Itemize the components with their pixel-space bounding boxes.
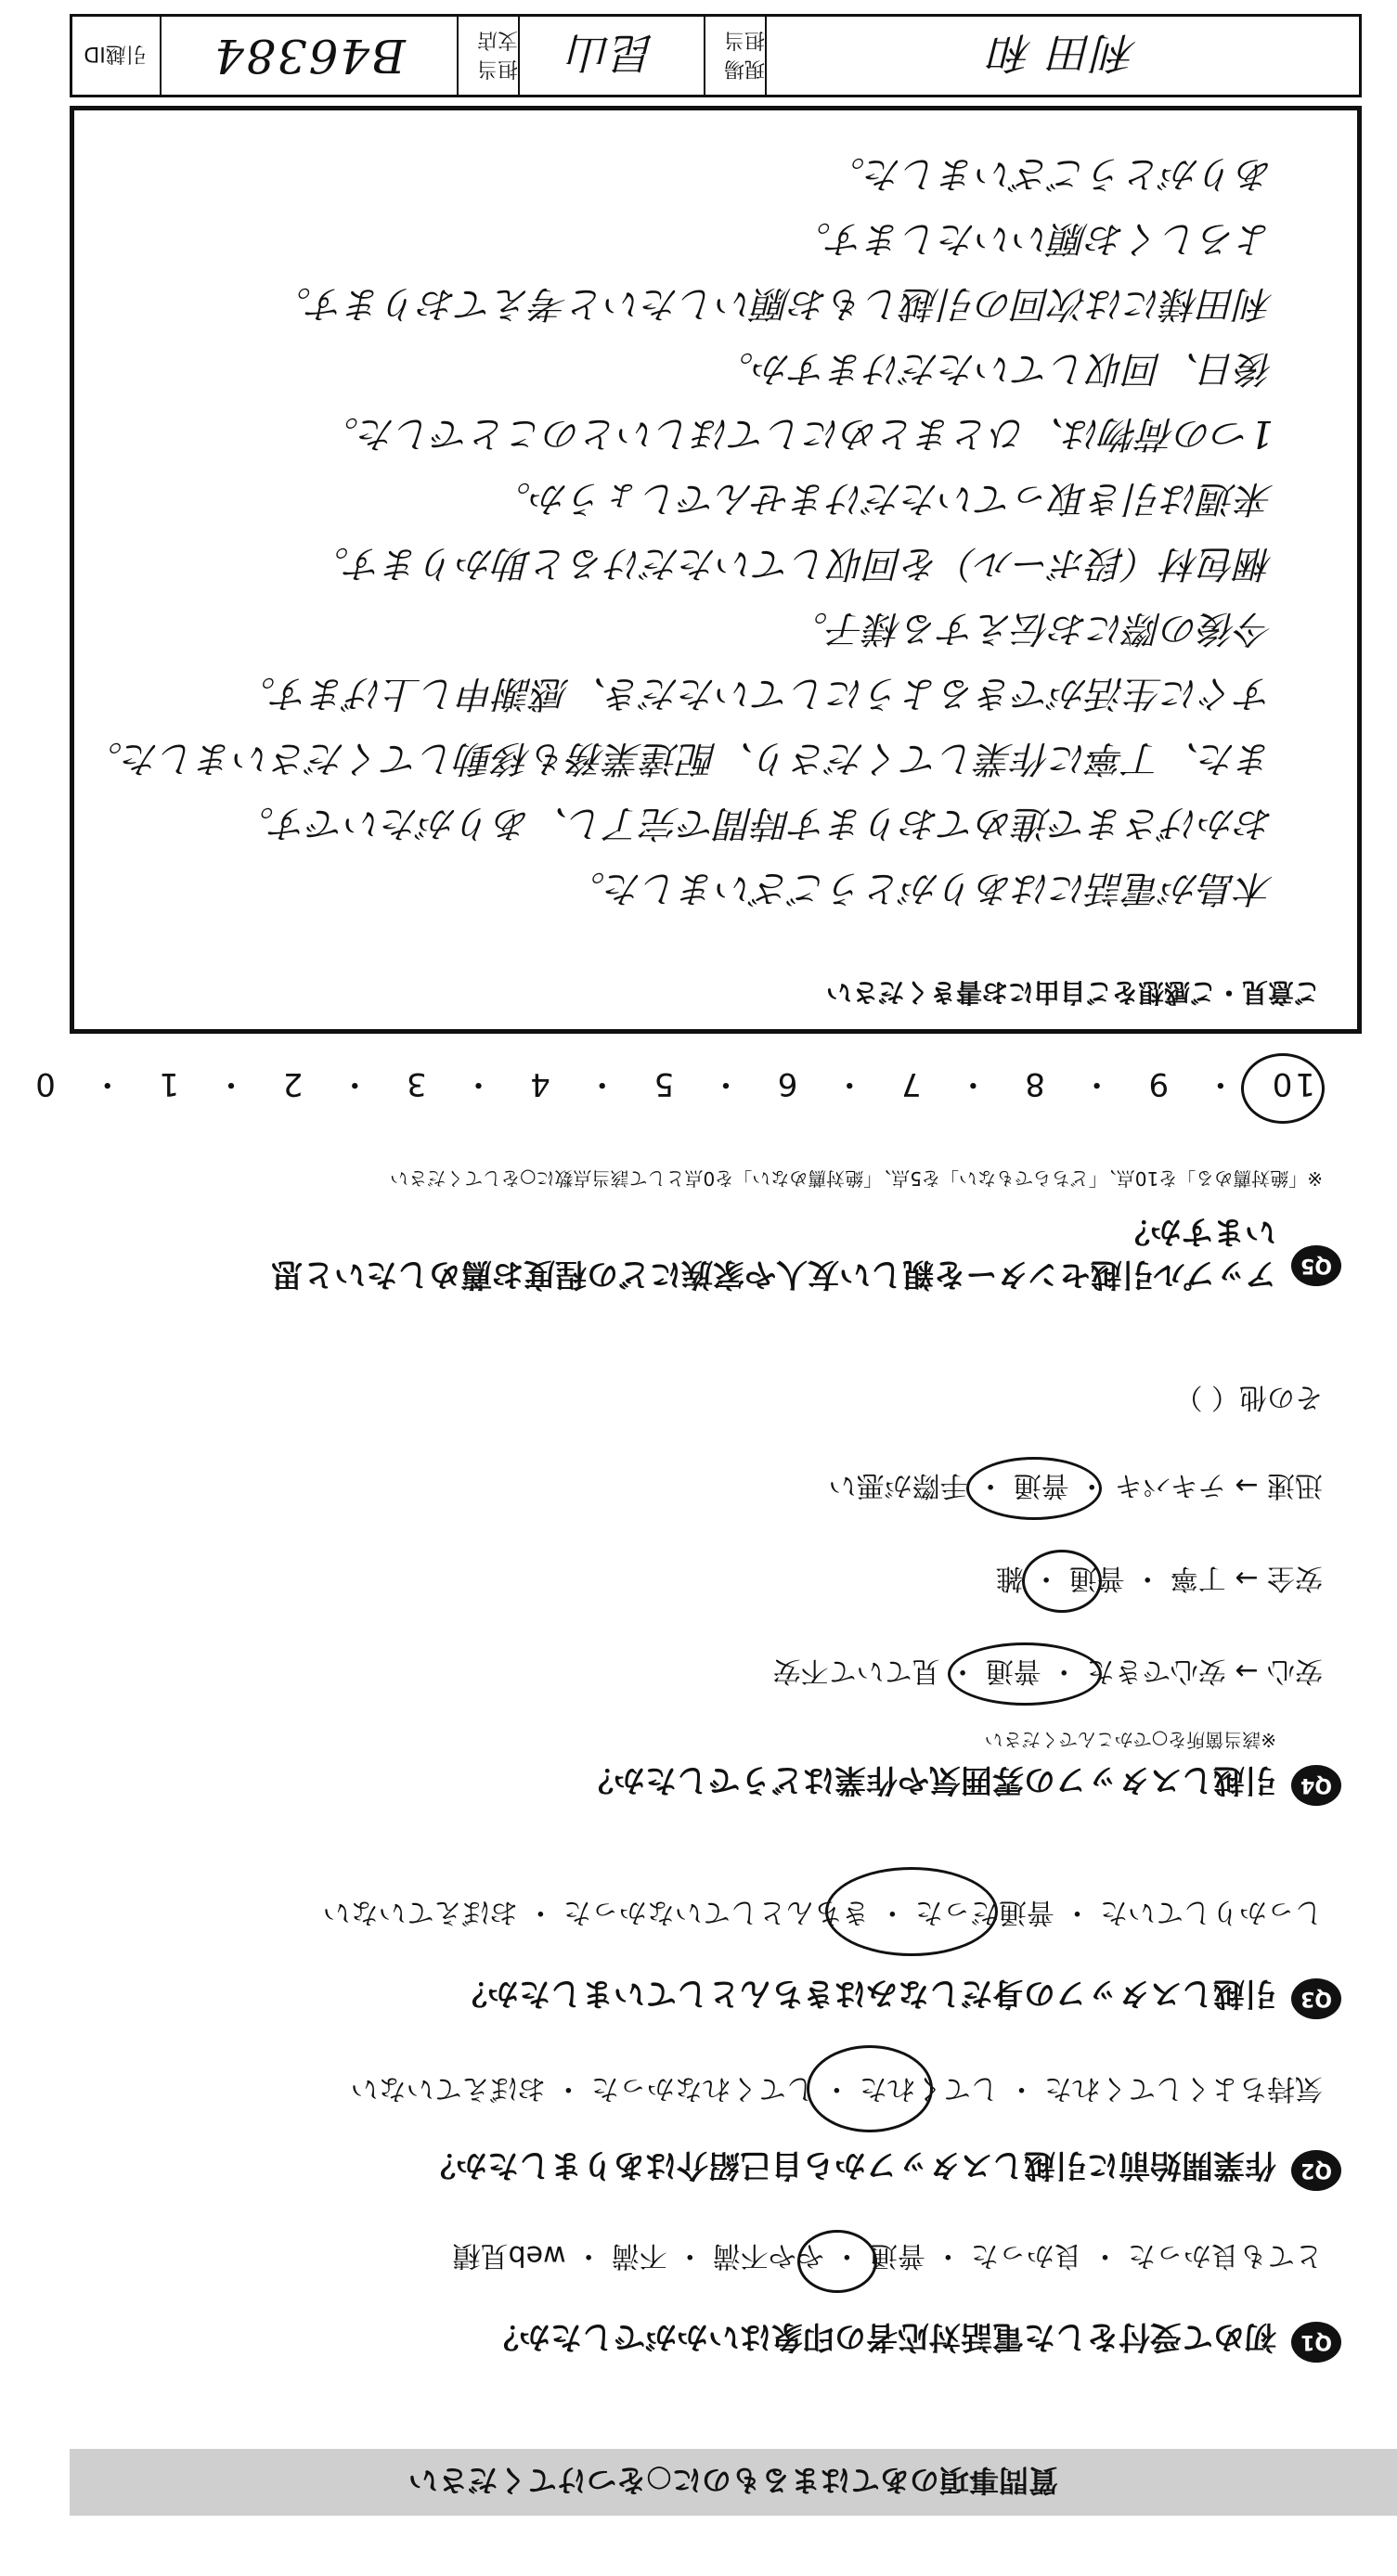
q1-title: 初めて受付をした電話対応者の印象はいかがでしたか？ [487, 2318, 1276, 2355]
header-row [70, 14, 1362, 97]
id-label: 引越ID [84, 42, 147, 66]
q4-other: その他（ ） [1174, 1381, 1323, 1413]
q3-badge: Q3 [1291, 1978, 1341, 2019]
branch-label: 担当支店 [476, 28, 518, 80]
q3-selected-circle [825, 1867, 998, 1956]
comments-title: ご意見・ご感想をご自由にお書きください [825, 977, 1320, 1008]
comment-line: ありがとうございました。 [828, 152, 1274, 195]
comment-line: 木島が電話にはありがとうございました。 [568, 867, 1274, 909]
q5-scale: 10 ・ 9 ・ 8 ・ 7 ・ 6 ・ 5 ・ 4 ・ 3 ・ 2 ・ 1 ・ 0 [32, 1065, 1315, 1102]
q1-selected-circle [797, 2230, 877, 2293]
q5-title: アップル引越センターを親しい友人や家族にどの程度お薦めしたいと思いますか？ [271, 1213, 1276, 1293]
leader-label-cell [704, 17, 765, 95]
comment-line: 来週は引き取っていただけませんでしょうか。 [494, 477, 1274, 520]
q4-row-anshin: 安心 → 安心できた ・ 普通 ・ 見ていて不安 [772, 1655, 1323, 1687]
comments-box [70, 106, 1362, 1034]
q2-options: 気持ちよくしてくれた ・ してくれた ・ してくれなかった ・ おぼえていない [350, 2072, 1323, 2105]
q4-title: 引越しスタッフの雰囲気や作業はどうでしたか？ [582, 1761, 1276, 1798]
q5-selected-circle [1241, 1053, 1325, 1124]
q4-row-jinsoku: 迅速 → テキパキ ・ 普通 ・ 手際が悪い [828, 1469, 1323, 1501]
q1-options: とても良かった ・ 良かった ・ 普通 ・ やや不満 ・ 不満 ・ web見積 [452, 2239, 1323, 2272]
leader-label: 現場担当 [723, 28, 765, 80]
q4-anzen-circle [1022, 1550, 1102, 1613]
branch-value-cell [518, 17, 704, 95]
leader-value: 利田 和 [988, 28, 1138, 78]
q3-title: 引越しスタッフの身だしなみはきちんとしていましたか？ [456, 1975, 1276, 2012]
comment-line: おかげさまで進めております時間で完了し、ありがたいです。 [237, 802, 1274, 844]
leader-value-cell [765, 17, 1359, 95]
id-value-cell [160, 17, 457, 95]
q2-badge: Q2 [1291, 2150, 1341, 2191]
comment-line: すぐに生活ができるようにしていただき、感謝申し上げます。 [238, 672, 1274, 715]
comment-line: また、丁寧に作業してくださり、配達業務も移動してくださいました。 [85, 737, 1274, 779]
q4-jinsoku-circle [966, 1457, 1102, 1520]
comment-line: 梱包材（段ボール）を回収していただけると助かります。 [312, 542, 1274, 585]
q2-title: 作業開始前に引越しスタッフから自己紹介はありましたか？ [424, 2146, 1276, 2183]
q4-anshin-circle [948, 1642, 1102, 1706]
q4-row-anzen: 安全 → 丁寧 ・ 普通 ・ 雑 [995, 1562, 1323, 1594]
q2-selected-circle [807, 2045, 933, 2132]
comment-line: 今後の際にお伝えする様子。 [791, 607, 1274, 650]
branch-label-cell [457, 17, 518, 95]
branch-value: 昆山 [567, 28, 656, 78]
q5-badge: Q5 [1291, 1245, 1341, 1286]
q1-badge: Q1 [1291, 2322, 1341, 2363]
id-label-cell [71, 17, 160, 95]
q3-options: しっかりしていた ・ 普通だった ・ きちんとしていなかった ・ おぼえていない [322, 1896, 1323, 1928]
comment-line: 後日、回収していただけますか。 [717, 347, 1274, 390]
id-value: B46384 [213, 29, 406, 83]
q4-note: ※該当箇所を○でかこんでください [984, 1729, 1276, 1751]
q5-note: ※「絶対薦める」を10点、「どちらでもない」を5点、「絶対薦めない」を0点として該当点数に○をしてください [390, 1167, 1323, 1190]
section-title-bar [70, 2449, 1397, 2516]
section-title: 質問事項のあてはまるものに○をつけてください [408, 2463, 1058, 2498]
q4-badge: Q4 [1291, 1765, 1341, 1806]
comment-line: 利田様には次回の引越しもお願いしたいと考えております。 [274, 282, 1274, 325]
comment-line: 1つの荷物は、ひとまとめにしてほしいとのことでした。 [321, 412, 1274, 455]
comment-line: よろしくお願いいたします。 [794, 217, 1274, 260]
